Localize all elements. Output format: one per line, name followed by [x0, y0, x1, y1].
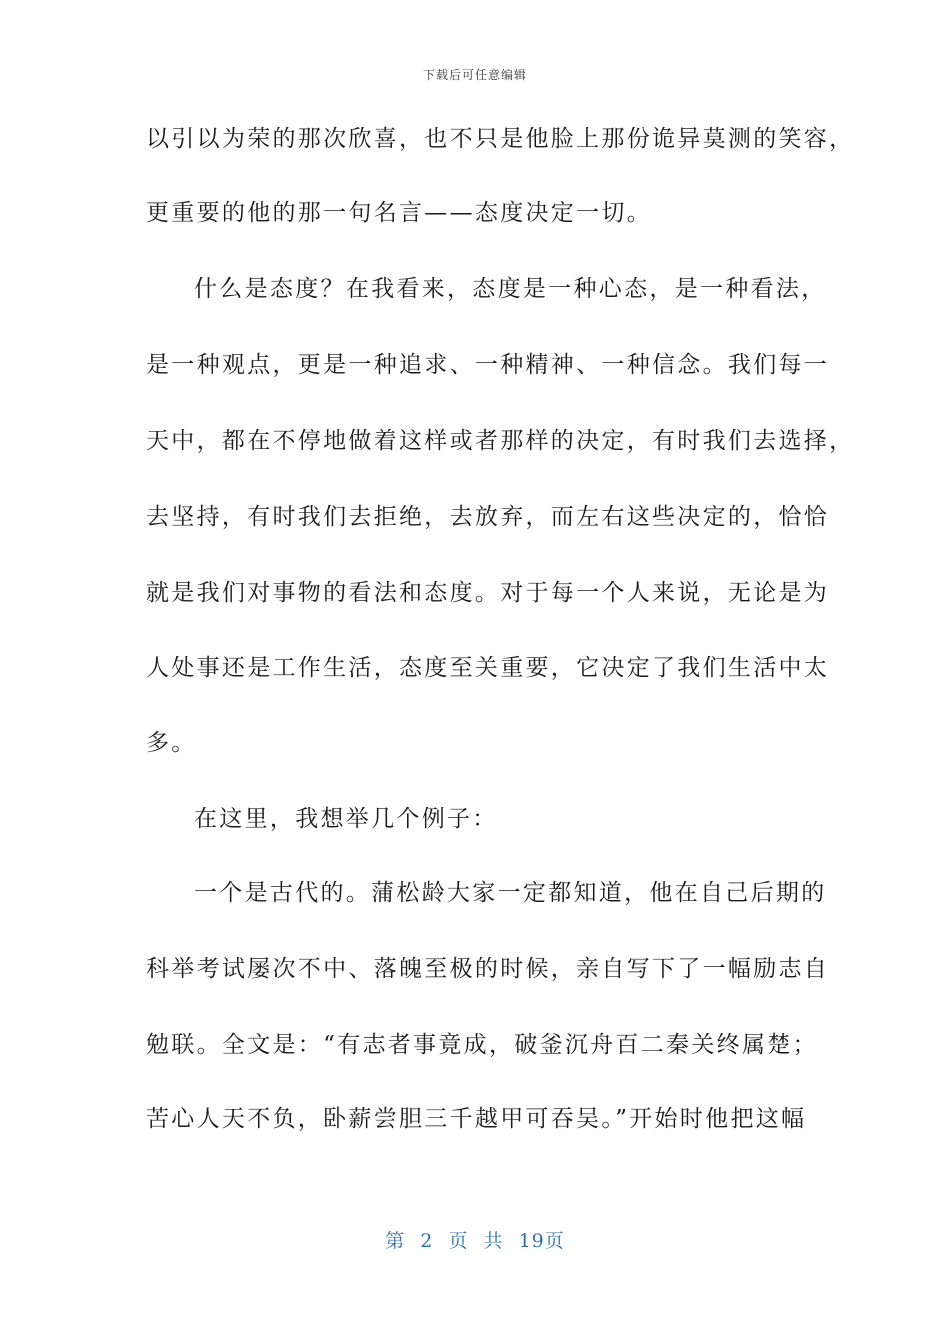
- total-pages: 19页: [518, 1230, 565, 1252]
- text-line: 天中，都在不停地做着这样或者那样的决定，有时我们去选择，: [146, 428, 855, 454]
- footer-label-total: 共: [483, 1230, 504, 1252]
- text-line: 是一种观点，更是一种追求、一种精神、一种信念。我们每一: [146, 352, 830, 378]
- current-page-number: 2: [420, 1230, 434, 1252]
- page-header: 下载后可任意编辑: [422, 68, 527, 82]
- text-line: 更重要的他的那一句名言——态度决定一切。: [146, 200, 652, 226]
- text-line: 勉联。全文是：“有志者事竟成，破釜沉舟百二秦关终属楚；: [146, 1032, 818, 1058]
- text-line: 就是我们对事物的看法和态度。对于每一个人来说，无论是为: [146, 580, 830, 606]
- footer-label-unit: 页: [448, 1230, 469, 1252]
- text-line: 多。: [146, 730, 197, 756]
- text-line: 人处事还是工作生活，态度至关重要，它决定了我们生活中太: [146, 655, 830, 681]
- page-footer: [0, 1226, 950, 1253]
- paragraph-start-line: 一个是古代的。蒲松龄大家一定都知道，他在自己后期的: [194, 880, 827, 906]
- text-line: 科举考试屡次不中、落魄至极的时候，亲自写下了一幅励志自: [146, 956, 830, 982]
- paragraph-start-line: 什么是态度？在我看来，态度是一种心态，是一种看法，: [194, 276, 827, 302]
- footer-label-page: 第: [385, 1230, 406, 1252]
- text-line: 以引以为荣的那次欣喜，也不只是他脸上那份诡异莫测的笑容，: [146, 126, 855, 152]
- text-line: 去坚持，有时我们去拒绝，去放弃，而左右这些决定的，恰恰: [146, 504, 830, 530]
- paragraph-start-line: 在这里，我想举几个例子：: [194, 806, 498, 832]
- text-line: 苦心人天不负，卧薪尝胆三千越甲可吞吴。”开始时他把这幅: [146, 1106, 807, 1132]
